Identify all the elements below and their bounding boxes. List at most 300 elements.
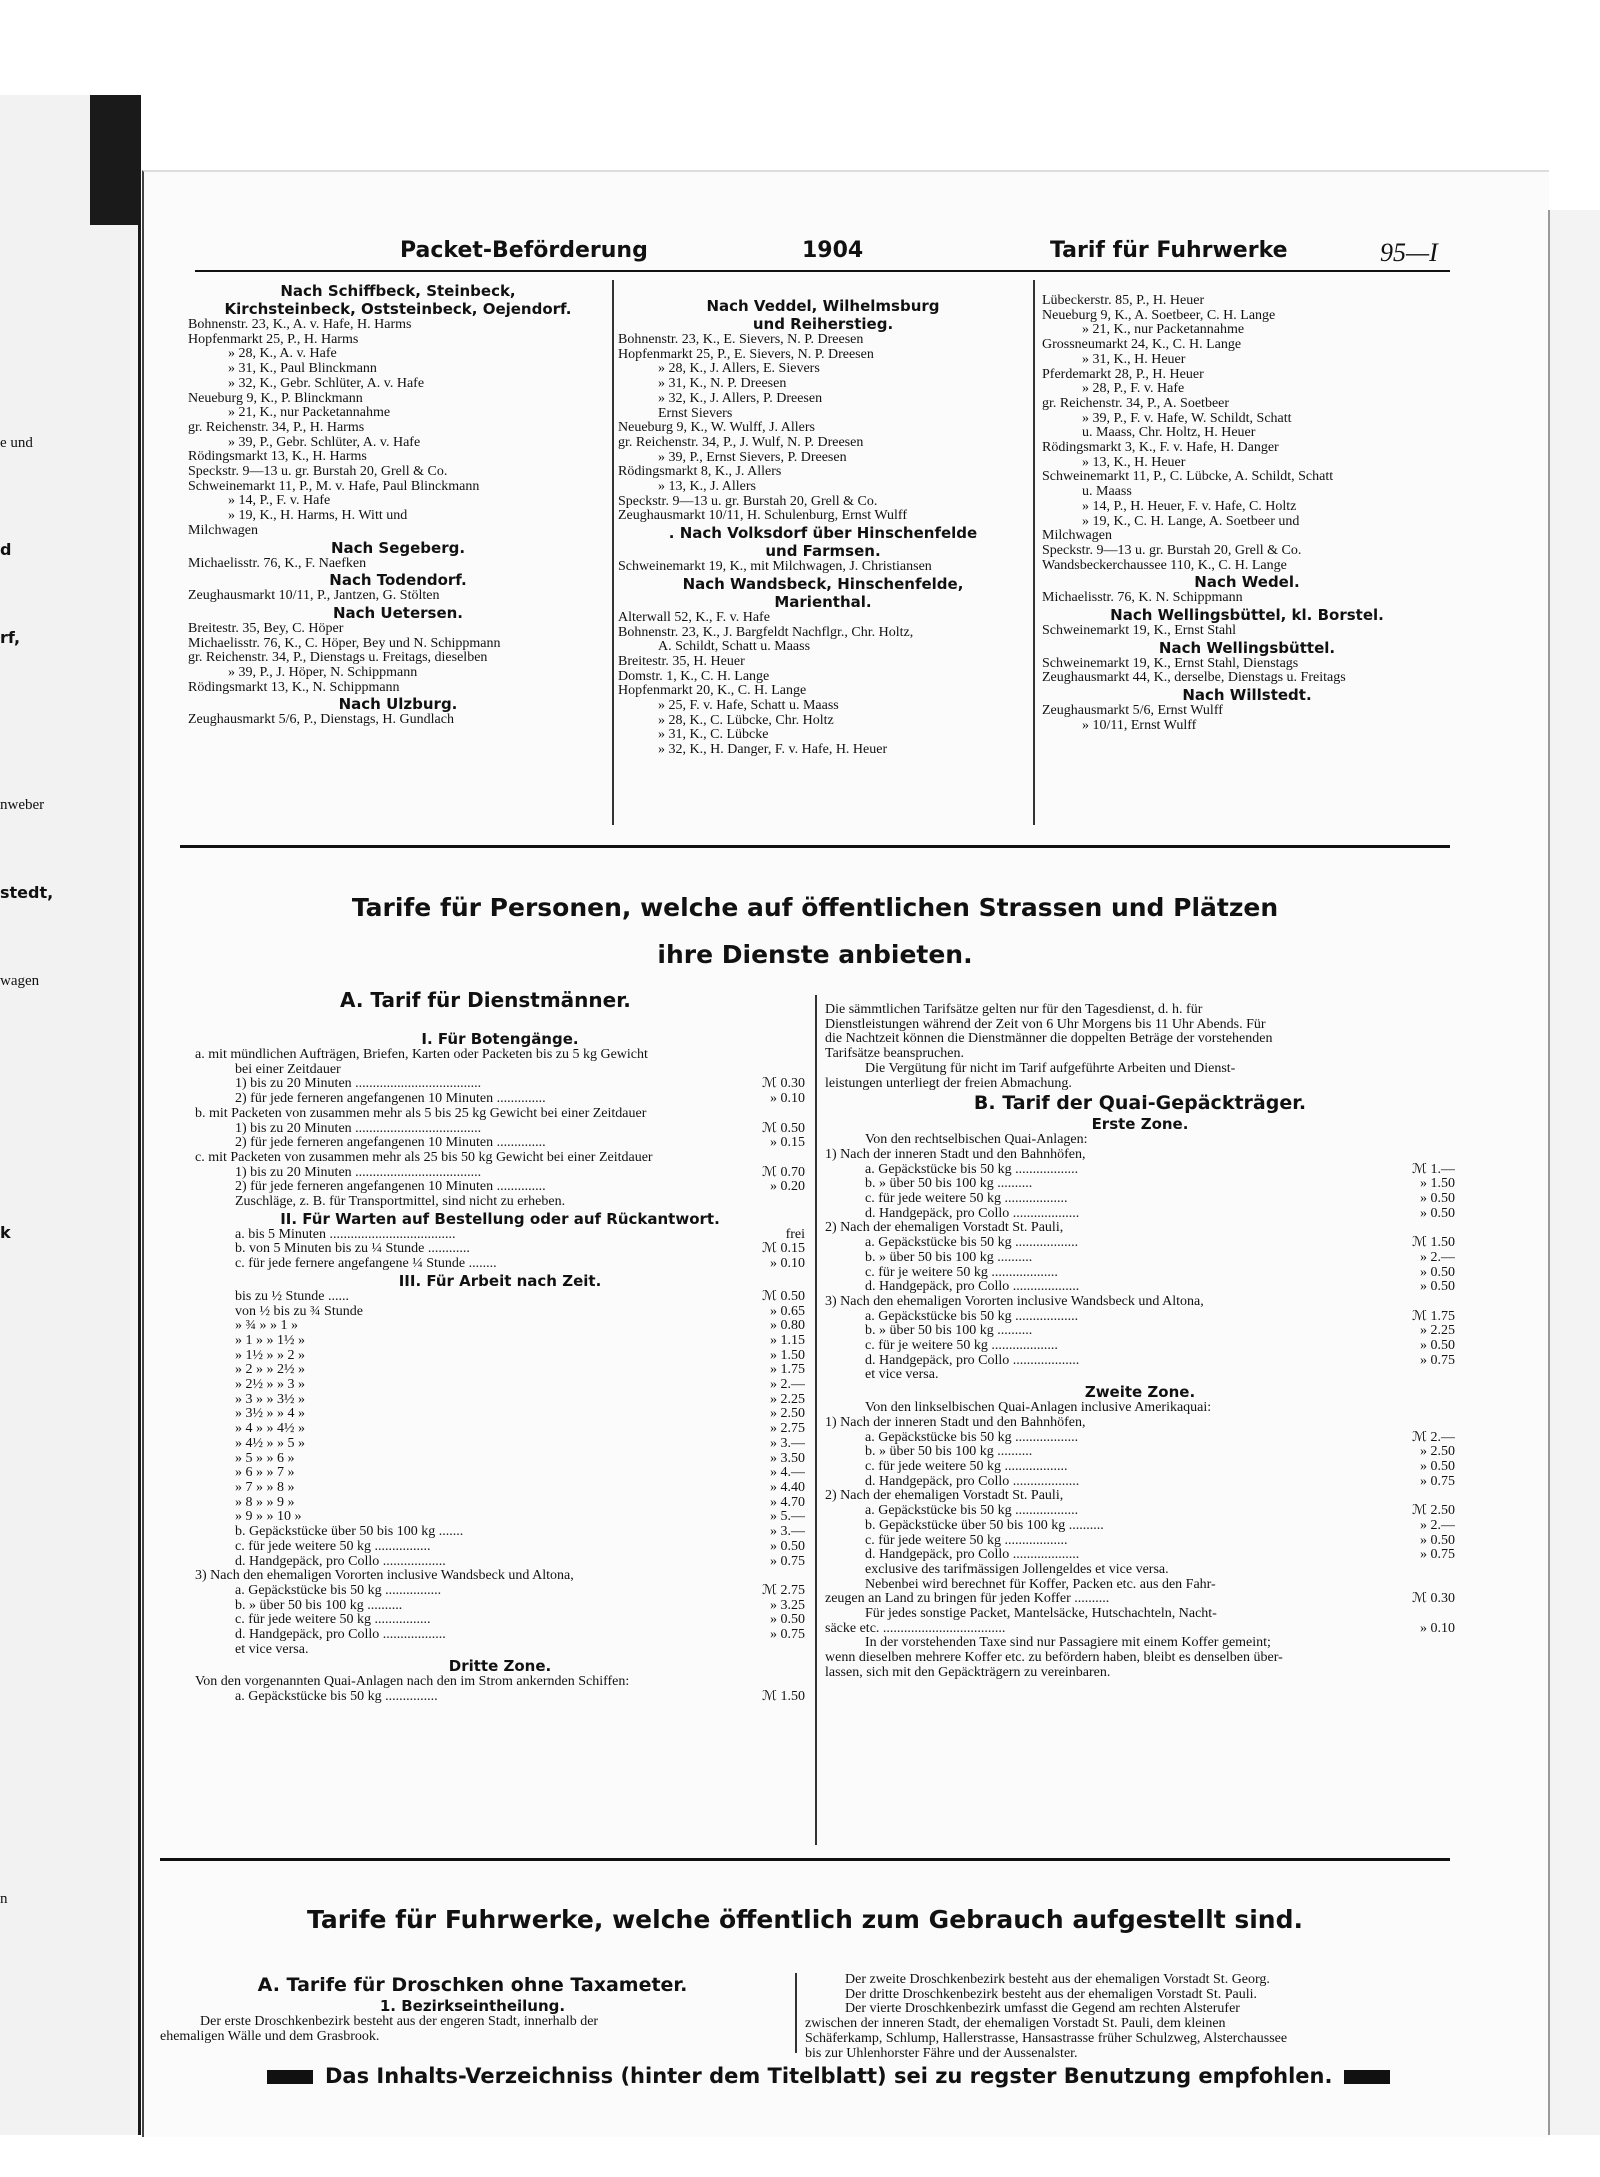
entry-text: Schäferkamp, Schlump, Hallerstrasse, Hansastrasse früher Schulzweg, Alsterchaussee bbox=[805, 2031, 1288, 2046]
entry-line bbox=[825, 1266, 1455, 1281]
parcel-column-3 bbox=[1042, 294, 1452, 734]
entry-text: Wandsbeckerchaussee 110, K., C. H. Lange bbox=[1042, 558, 1287, 573]
entry-text: a. Gepäckstücke bis 50 kg .................. bbox=[865, 1504, 1079, 1519]
entry-line bbox=[195, 1228, 805, 1243]
entry-line bbox=[195, 1242, 805, 1257]
entry-line bbox=[825, 1563, 1455, 1578]
entry-line bbox=[1042, 529, 1452, 544]
entry-text: » 8 » » 9 » bbox=[235, 1495, 295, 1510]
entry-line bbox=[805, 1973, 1445, 1988]
entry-line bbox=[618, 743, 1028, 758]
entry-line bbox=[195, 1393, 805, 1408]
entry-text: Der zweite Droschkenbezirk besteht aus der ehemaligen Vorstadt St. Georg. bbox=[845, 1973, 1270, 1987]
subheading bbox=[1042, 686, 1452, 704]
entry-text: a. Gepäckstücke bis 50 kg .................. bbox=[865, 1162, 1079, 1177]
entry-text: gr. Reichenstr. 34, P., Dienstags u. Freitags, dieselben bbox=[188, 651, 488, 666]
entry-amount: » 0.50 bbox=[770, 1539, 805, 1554]
entry-text: zeugen an Land zu bringen für jeden Koffer .......... bbox=[825, 1592, 1110, 1607]
entry-line bbox=[1042, 426, 1452, 441]
entry-line bbox=[825, 1651, 1455, 1666]
entry-text: » 32, K., H. Danger, F. v. Hafe, H. Heuer bbox=[658, 743, 888, 758]
entry-text: d. Handgepäck, pro Collo ................... bbox=[865, 1206, 1080, 1221]
entry-text: d. Handgepäck, pro Collo ................... bbox=[865, 1353, 1080, 1368]
entry-text: a. Gepäckstücke bis 50 kg .................. bbox=[865, 1236, 1079, 1251]
running-header bbox=[190, 238, 1450, 274]
subheading bbox=[825, 1383, 1455, 1401]
entry-line bbox=[1042, 559, 1452, 574]
subheading bbox=[618, 297, 1028, 315]
entry-amount: » 0.75 bbox=[1420, 1548, 1455, 1563]
entry-line bbox=[618, 699, 1028, 714]
entry-text: Bohnenstr. 23, K., A. v. Hafe, H. Harms bbox=[188, 318, 412, 332]
entry-line bbox=[618, 495, 1028, 510]
entry-line bbox=[1042, 456, 1452, 471]
entry-text: Grossneumarkt 24, K., C. H. Lange bbox=[1042, 338, 1242, 353]
entry-amount: » 1.75 bbox=[770, 1363, 805, 1378]
entry-text: d. Handgepäck, pro Collo ................... bbox=[865, 1548, 1080, 1563]
entry-line bbox=[825, 1534, 1455, 1549]
entry-amount: » 2.75 bbox=[770, 1422, 805, 1437]
entry-line bbox=[188, 333, 608, 348]
entry-line bbox=[825, 1077, 1455, 1092]
entry-text: 1) bis zu 20 Minuten .................................... bbox=[235, 1165, 482, 1180]
entry-amount: ℳ 0.70 bbox=[762, 1165, 805, 1180]
entry-text: leistungen unterliegt der freien Abmachung. bbox=[825, 1076, 1072, 1091]
entry-amount: ℳ 1.50 bbox=[762, 1690, 805, 1705]
entry-line bbox=[1042, 470, 1452, 485]
entry-amount: » 2.50 bbox=[770, 1407, 805, 1422]
entry-text: d. Handgepäck, pro Collo .................. bbox=[235, 1554, 446, 1569]
entry-line bbox=[825, 1578, 1455, 1593]
entry-text: 1) Nach der inneren Stadt und den Bahnhöfen, bbox=[825, 1415, 1086, 1430]
entry-text: bei einer Zeitdauer bbox=[235, 1062, 341, 1077]
entry-line bbox=[188, 509, 608, 524]
edge-fragment: k bbox=[0, 1223, 11, 1242]
entry-line bbox=[825, 1592, 1455, 1607]
entry-line bbox=[825, 1280, 1455, 1295]
entry-line bbox=[188, 557, 608, 572]
entry-text: Nach Schiffbeck, Steinbeck, bbox=[280, 282, 516, 300]
entry-line bbox=[825, 1003, 1455, 1018]
entry-text: Schweinemarkt 19, K., Ernst Stahl bbox=[1042, 624, 1237, 639]
entry-text: b. » über 50 bis 100 kg .......... bbox=[865, 1250, 1033, 1265]
entry-text: u. Maass bbox=[1082, 485, 1132, 500]
entry-text: Tarifsätze beanspruchen. bbox=[825, 1047, 964, 1062]
entry-text: » ¾ » » 1 » bbox=[235, 1319, 298, 1334]
entry-amount: » 3.— bbox=[770, 1436, 805, 1451]
parcel-column-1 bbox=[188, 282, 608, 728]
entry-amount: » 0.50 bbox=[1420, 1265, 1455, 1280]
entry-text: Erste Zone. bbox=[1091, 1115, 1189, 1134]
entry-amount: » 2.— bbox=[1420, 1250, 1455, 1265]
entry-line bbox=[195, 1555, 805, 1570]
entry-line bbox=[195, 1540, 805, 1555]
entry-line bbox=[1042, 353, 1452, 368]
entry-amount: » 1.15 bbox=[770, 1333, 805, 1348]
subheading bbox=[618, 593, 1028, 611]
entry-text: Michaelisstr. 76, K., F. Naefken bbox=[188, 556, 367, 571]
entry-text: » 39, P., Ernst Sievers, P. Dreesen bbox=[658, 450, 847, 465]
entry-line bbox=[618, 392, 1028, 407]
entry-text: » 21, K., nur Packetannahme bbox=[1082, 323, 1245, 338]
entry-text: Für jedes sonstige Packet, Mantelsäcke, Hutschachteln, Nacht- bbox=[865, 1607, 1217, 1622]
entry-text: 1. Bezirkseintheilung. bbox=[379, 1997, 566, 2015]
entry-line bbox=[618, 509, 1028, 524]
entry-line bbox=[825, 1207, 1455, 1222]
header-right-title: Tarif für Fuhrwerke bbox=[1050, 238, 1288, 263]
entry-text: Speckstr. 9—13 u. gr. Burstah 20, Grell & Co. bbox=[188, 465, 448, 480]
entry-line bbox=[618, 611, 1028, 626]
edge-fragment: n bbox=[0, 1891, 8, 1907]
entry-text: b. mit Packeten von zusammen mehr als 5 bis 25 kg Gewicht bei einer Zeitdauer bbox=[195, 1106, 647, 1121]
droschken-right bbox=[805, 1973, 1445, 2061]
entry-line bbox=[805, 1988, 1445, 2003]
entry-line bbox=[188, 666, 608, 681]
entry-text: Schweinemarkt 11, P., C. Lübcke, A. Schildt, Schatt bbox=[1042, 470, 1334, 485]
entry-text: Bohnenstr. 23, K., J. Bargfeldt Nachflgr., Chr. Holtz, bbox=[618, 625, 914, 640]
entry-line bbox=[825, 1401, 1455, 1416]
section-rule bbox=[180, 845, 1450, 848]
header-rule bbox=[195, 270, 1450, 272]
entry-line bbox=[195, 1349, 805, 1364]
entry-line bbox=[188, 480, 608, 495]
subheading bbox=[160, 1997, 785, 2015]
entry-amount: » 3.50 bbox=[770, 1451, 805, 1466]
entry-text: Zeughausmarkt 44, K., derselbe, Dienstags u. Freitags bbox=[1042, 671, 1346, 686]
entry-text: Neueburg 9, K., W. Wulff, J. Allers bbox=[618, 421, 815, 436]
entry-line bbox=[195, 1063, 805, 1078]
entry-amount: ℳ 2.— bbox=[1412, 1430, 1455, 1445]
entry-line bbox=[1042, 671, 1452, 686]
entry-text: die Nachtzeit können die Dienstmänner die doppelten Beträge der vorstehenden bbox=[825, 1032, 1273, 1047]
entry-text: » 14, P., F. v. Hafe bbox=[228, 494, 331, 509]
entry-text: » 10/11, Ernst Wulff bbox=[1082, 718, 1197, 733]
entry-line bbox=[618, 480, 1028, 495]
entry-line bbox=[618, 451, 1028, 466]
entry-text: c. für jede weitere 50 kg .................. bbox=[865, 1459, 1068, 1474]
entry-amount: » 0.50 bbox=[1420, 1533, 1455, 1548]
entry-text: b. » über 50 bis 100 kg .......... bbox=[235, 1598, 403, 1613]
entry-line bbox=[195, 1077, 805, 1092]
entry-text: Alterwall 52, K., F. v. Hafe bbox=[618, 610, 770, 625]
entry-line bbox=[825, 1018, 1455, 1033]
entry-text: 1) bis zu 20 Minuten .................................... bbox=[235, 1077, 482, 1092]
entry-text: Von den linkselbischen Quai-Anlagen inclusive Amerikaquai: bbox=[865, 1401, 1212, 1416]
entry-line bbox=[195, 1437, 805, 1452]
entry-line bbox=[825, 1445, 1455, 1460]
entry-text: d. Handgepäck, pro Collo ................... bbox=[865, 1280, 1080, 1295]
entry-amount: » 0.50 bbox=[1420, 1206, 1455, 1221]
subheading bbox=[188, 282, 608, 300]
entry-line bbox=[1042, 591, 1452, 606]
entry-amount: » 0.50 bbox=[1420, 1280, 1455, 1295]
entry-line bbox=[195, 1378, 805, 1393]
entry-line bbox=[825, 1163, 1455, 1178]
entry-line bbox=[188, 494, 608, 509]
entry-line bbox=[618, 436, 1028, 451]
entry-line bbox=[188, 681, 608, 696]
entry-text: » 2 » » 2½ » bbox=[235, 1363, 305, 1378]
footer-text: Das Inhalts-Verzeichniss (hinter dem Titelblatt) sei zu regster Benutzung empfohlen. bbox=[325, 2064, 1333, 2088]
entry-text: » 9 » » 10 » bbox=[235, 1510, 302, 1525]
entry-line bbox=[825, 1431, 1455, 1446]
entry-amount: » 1.50 bbox=[1420, 1177, 1455, 1192]
entry-line bbox=[805, 2047, 1445, 2062]
entry-amount: » 2.25 bbox=[770, 1392, 805, 1407]
entry-text: u. Maass, Chr. Holtz, H. Heuer bbox=[1082, 426, 1256, 441]
entry-line bbox=[618, 655, 1028, 670]
entry-amount: ℳ 1.— bbox=[1412, 1162, 1455, 1177]
subheading bbox=[195, 1030, 805, 1048]
column-divider bbox=[612, 280, 614, 825]
edge-fragment: nweber bbox=[0, 797, 45, 813]
entry-text: » 6 » » 7 » bbox=[235, 1466, 295, 1481]
entry-line bbox=[825, 1607, 1455, 1622]
entry-line bbox=[1042, 500, 1452, 515]
entry-text: » 32, K., Gebr. Schlüter, A. v. Hafe bbox=[228, 376, 425, 391]
entry-text: » 7 » » 8 » bbox=[235, 1480, 295, 1495]
entry-text: Nebenbei wird berechnet für Koffer, Packen etc. aus den Fahr- bbox=[865, 1577, 1216, 1592]
entry-amount: » 2.25 bbox=[1420, 1324, 1455, 1339]
entry-amount: » 3.— bbox=[770, 1525, 805, 1540]
entry-text: Nach Wellingsbüttel. bbox=[1158, 638, 1336, 657]
entry-line bbox=[195, 1363, 805, 1378]
entry-text: d. Handgepäck, pro Collo ................... bbox=[865, 1474, 1080, 1489]
entry-line bbox=[188, 406, 608, 421]
entry-text: Bohnenstr. 23, K., E. Sievers, N. P. Dreesen bbox=[618, 333, 864, 347]
entry-text: a. Gepäckstücke bis 50 kg .................. bbox=[865, 1309, 1079, 1324]
entry-amount: » 0.50 bbox=[1420, 1192, 1455, 1207]
entry-line bbox=[195, 1166, 805, 1181]
entry-text: A. Tarife für Droschken ohne Taxameter. bbox=[257, 1974, 688, 1996]
entry-text: Nach Segeberg. bbox=[330, 538, 466, 557]
entry-amount: » 2.— bbox=[1420, 1518, 1455, 1533]
entry-line bbox=[825, 1295, 1455, 1310]
edge-fragment: wagen bbox=[0, 973, 40, 989]
entry-line bbox=[188, 465, 608, 480]
entry-text: säcke etc. ................................... bbox=[825, 1621, 1006, 1636]
entry-amount: » 0.75 bbox=[1420, 1353, 1455, 1368]
entry-text: II. Für Warten auf Bestellung oder auf Rückantwort. bbox=[280, 1209, 720, 1228]
entry-text: » 14, P., H. Heuer, F. v. Hafe, C. Holtz bbox=[1082, 499, 1297, 514]
entry-text: » 28, P., F. v. Hafe bbox=[1082, 382, 1185, 397]
entry-text: c. für jede weitere 50 kg .................. bbox=[865, 1192, 1068, 1207]
entry-text: b. von 5 Minuten bis zu ¼ Stunde ............ bbox=[235, 1242, 470, 1257]
entry-line bbox=[618, 684, 1028, 699]
entry-line bbox=[195, 1048, 805, 1063]
entry-text: wenn dieselben mehrere Koffer etc. zu befördern haben, bleibt es denselben über- bbox=[825, 1651, 1283, 1666]
entry-text: d. Handgepäck, pro Collo .................. bbox=[235, 1628, 446, 1643]
entry-text: » 13, K., H. Heuer bbox=[1082, 455, 1186, 470]
entry-line bbox=[825, 1368, 1455, 1383]
entry-text: gr. Reichenstr. 34, P., J. Wulf, N. P. Dreesen bbox=[618, 435, 864, 450]
entry-line bbox=[618, 728, 1028, 743]
entry-text: 2) für jede ferneren angefangenen 10 Minuten .............. bbox=[235, 1180, 546, 1195]
entry-text: Nach Wedel. bbox=[1194, 573, 1300, 592]
entry-line bbox=[618, 714, 1028, 729]
entry-text: I. Für Botengänge. bbox=[421, 1030, 579, 1048]
entry-text: » 28, K., A. v. Hafe bbox=[228, 347, 337, 362]
entry-text: » 39, P., J. Höper, N. Schippmann bbox=[228, 666, 418, 681]
entry-amount: ℳ 0.30 bbox=[1412, 1592, 1455, 1607]
entry-text: Speckstr. 9—13 u. gr. Burstah 20, Grell & Co. bbox=[1042, 543, 1302, 558]
entry-text: c. mit Packeten von zusammen mehr als 25 bis 50 kg Gewicht bei einer Zeitdauer bbox=[195, 1150, 653, 1165]
entry-line bbox=[825, 1460, 1455, 1475]
entry-text: » 2½ » » 3 » bbox=[235, 1378, 305, 1393]
entry-text: a. mit mündlichen Aufträgen, Briefen, Karten oder Packeten bis zu 5 kg Gewicht bbox=[195, 1048, 648, 1062]
header-year: 1904 bbox=[802, 238, 864, 263]
entry-line bbox=[825, 1416, 1455, 1431]
entry-line bbox=[805, 2002, 1445, 2017]
entry-text: 3) Nach den ehemaligen Vororten inclusive Wandsbeck und Altona, bbox=[825, 1294, 1204, 1309]
entry-amount: » 0.75 bbox=[770, 1554, 805, 1569]
entry-text: b. » über 50 bis 100 kg .......... bbox=[865, 1177, 1033, 1192]
entry-line bbox=[195, 1496, 805, 1511]
entry-amount: ℳ 1.75 bbox=[1412, 1309, 1455, 1324]
subheading bbox=[1042, 573, 1452, 591]
subheading bbox=[188, 539, 608, 557]
entry-text: A. Schildt, Schatt u. Maass bbox=[658, 640, 811, 655]
entry-text: c. für jede weitere 50 kg .................. bbox=[865, 1533, 1068, 1548]
entry-line bbox=[825, 1636, 1455, 1651]
subheading bbox=[195, 1210, 805, 1228]
subheading bbox=[1042, 639, 1452, 657]
entry-text: Lübeckerstr. 85, P., H. Heuer bbox=[1042, 294, 1205, 308]
entry-text: c. für je weitere 50 kg ................... bbox=[865, 1339, 1058, 1354]
entry-line bbox=[195, 1422, 805, 1437]
entry-text: Zeughausmarkt 10/11, P., Jantzen, G. Stölten bbox=[188, 589, 440, 604]
subheading bbox=[195, 1272, 805, 1290]
entry-amount: ℳ 2.75 bbox=[762, 1583, 805, 1598]
subheading bbox=[825, 1091, 1455, 1115]
entry-text: Der dritte Droschkenbezirk besteht aus der ehemaligen Vorstadt St. Pauli. bbox=[845, 1987, 1257, 2002]
entry-line bbox=[188, 421, 608, 436]
entry-line bbox=[825, 1192, 1455, 1207]
entry-text: Marienthal. bbox=[774, 592, 872, 611]
entry-line bbox=[618, 670, 1028, 685]
entry-text: » 13, K., J. Allers bbox=[658, 480, 756, 495]
section-title-persons: Tarife für Personen, welche auf öffentlichen Strassen und Plätzen bbox=[351, 893, 1279, 922]
subheading bbox=[188, 604, 608, 622]
entry-line bbox=[195, 1195, 805, 1210]
entry-text: Breitestr. 35, Bey, C. Höper bbox=[188, 621, 344, 636]
entry-line bbox=[618, 333, 1028, 348]
entry-line bbox=[805, 2017, 1445, 2032]
header-left-title: Packet-Beförderung bbox=[400, 238, 648, 263]
entry-line bbox=[1042, 624, 1452, 639]
entry-text: Schweinemarkt 19, K., Ernst Stahl, Dienstags bbox=[1042, 656, 1299, 671]
entry-line bbox=[1042, 485, 1452, 500]
entry-amount: » 4.40 bbox=[770, 1480, 805, 1495]
entry-line bbox=[188, 347, 608, 362]
entry-text: Zeughausmarkt 5/6, Ernst Wulff bbox=[1042, 704, 1223, 719]
entry-line bbox=[825, 1133, 1455, 1148]
entry-amount: » 0.10 bbox=[1420, 1621, 1455, 1636]
entry-text: » 19, K., C. H. Lange, A. Soetbeer und bbox=[1082, 514, 1300, 529]
entry-text: Ernst Sievers bbox=[658, 406, 733, 421]
entry-text: a. Gepäckstücke bis 50 kg ................ bbox=[235, 1583, 442, 1598]
entry-line bbox=[825, 1324, 1455, 1339]
entry-line bbox=[825, 1622, 1455, 1637]
entry-amount: » 0.50 bbox=[1420, 1339, 1455, 1354]
entry-line bbox=[1042, 441, 1452, 456]
entry-text: b. Gepäckstücke über 50 bis 100 kg .......... bbox=[865, 1518, 1104, 1533]
entry-text: Schweinemarkt 11, P., M. v. Hafe, Paul Blinckmann bbox=[188, 479, 480, 494]
page-number: 95—I bbox=[1380, 238, 1438, 267]
entry-line bbox=[1042, 719, 1452, 734]
entry-text: bis zu ½ Stunde ...... bbox=[235, 1289, 349, 1304]
entry-line bbox=[188, 524, 608, 539]
entry-text: Hopfenmarkt 25, P., H. Harms bbox=[188, 332, 359, 347]
subheading bbox=[618, 575, 1028, 593]
entry-text: a. Gepäckstücke bis 50 kg ............... bbox=[235, 1690, 438, 1705]
entry-line bbox=[188, 362, 608, 377]
entry-text: Domstr. 1, K., C. H. Lange bbox=[618, 669, 770, 684]
entry-text: zwischen der inneren Stadt, der ehemaligen Vorstadt St. Pauli, dem kleinen bbox=[805, 2017, 1226, 2032]
entry-text: 1) Nach der inneren Stadt und den Bahnhöfen, bbox=[825, 1147, 1086, 1162]
entry-amount: ℳ 0.15 bbox=[762, 1242, 805, 1257]
entry-amount: ℳ 0.30 bbox=[762, 1077, 805, 1092]
next-page-edge bbox=[1548, 210, 1600, 2135]
entry-text: Nach Willstedt. bbox=[1182, 686, 1312, 705]
entry-text: Breitestr. 35, H. Heuer bbox=[618, 654, 745, 669]
entry-line bbox=[1042, 309, 1452, 324]
entry-line bbox=[160, 2030, 785, 2045]
entry-line bbox=[1042, 544, 1452, 559]
entry-text: Zweite Zone. bbox=[1084, 1383, 1196, 1402]
entry-line bbox=[188, 377, 608, 392]
column-divider bbox=[795, 1973, 797, 2053]
entry-text: Die Vergütung für nicht im Tarif aufgeführte Arbeiten und Dienst- bbox=[865, 1061, 1236, 1076]
entry-line bbox=[195, 1613, 805, 1628]
entry-line bbox=[195, 1257, 805, 1272]
entry-text: 3) Nach den ehemaligen Vororten inclusive Wandsbeck und Altona, bbox=[195, 1569, 574, 1584]
entry-text: Pferdemarkt 28, P., H. Heuer bbox=[1042, 367, 1204, 382]
entry-line bbox=[188, 450, 608, 465]
subheading bbox=[618, 542, 1028, 560]
entry-line bbox=[1042, 515, 1452, 530]
entry-line bbox=[195, 1305, 805, 1320]
entry-text: a. bis 5 Minuten .................................... bbox=[235, 1227, 456, 1242]
entry-line bbox=[195, 1481, 805, 1496]
entry-line bbox=[188, 318, 608, 333]
subheading bbox=[825, 1115, 1455, 1133]
entry-line bbox=[188, 436, 608, 451]
entry-line bbox=[825, 1354, 1455, 1369]
entry-text: » 28, K., J. Allers, E. Sievers bbox=[658, 362, 820, 377]
entry-amount: ℳ 0.50 bbox=[762, 1121, 805, 1136]
entry-line bbox=[825, 1489, 1455, 1504]
entry-text: Speckstr. 9—13 u. gr. Burstah 20, Grell & Co. bbox=[618, 494, 878, 509]
entry-line bbox=[825, 1339, 1455, 1354]
entry-amount: » 2.— bbox=[770, 1378, 805, 1393]
entry-line bbox=[825, 1310, 1455, 1325]
entry-line bbox=[825, 1148, 1455, 1163]
entry-text: Der vierte Droschkenbezirk umfasst die Gegend am rechten Alsterufer bbox=[845, 2002, 1240, 2017]
entry-text: Nach Uetersen. bbox=[332, 603, 464, 622]
entry-text: » 3 » » 3½ » bbox=[235, 1392, 305, 1407]
entry-text: Kirchsteinbeck, Oststeinbeck, Oejendorf. bbox=[224, 300, 572, 318]
entry-line bbox=[1042, 657, 1452, 672]
entry-line bbox=[825, 1666, 1455, 1681]
entry-line bbox=[825, 1548, 1455, 1563]
entry-text: Rödingsmarkt 13, K., N. Schippmann bbox=[188, 680, 400, 695]
entry-text: In der vorstehenden Taxe sind nur Passagiere mit einem Koffer gemeint; bbox=[865, 1636, 1271, 1651]
entry-text: » 31, K., Paul Blinckmann bbox=[228, 362, 377, 377]
entry-line bbox=[825, 1177, 1455, 1192]
section-rule bbox=[160, 1858, 1450, 1861]
entry-line bbox=[1042, 704, 1452, 719]
